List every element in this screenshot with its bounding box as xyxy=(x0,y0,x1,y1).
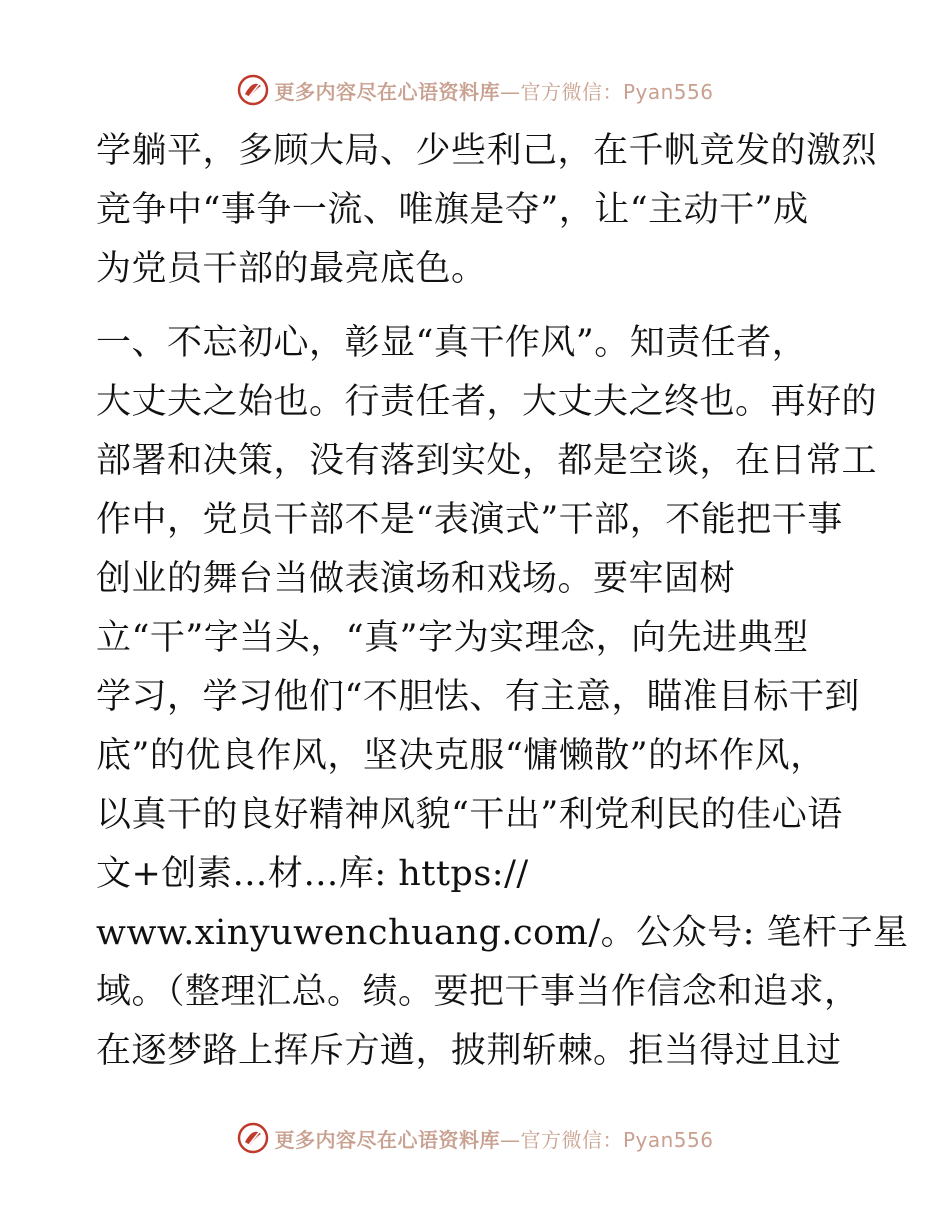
text-line: www.xinyuwenchuang.com/。公众号: 笔杆子星 xyxy=(96,913,909,953)
text-line: 底”的优良作风，坚决克服“慵懒散”的坏作风， xyxy=(96,736,826,776)
text-line: 竞争中“事争一流、唯旗是夺”，让“主动干”成 xyxy=(96,190,809,230)
paragraph-2 xyxy=(96,314,909,1081)
text-line: 在逐梦路上挥斥方遒，披荆斩棘。拒当得过且过 xyxy=(96,1031,842,1071)
text-line: 大丈夫之始也。行责任者，大丈夫之终也。再好的 xyxy=(96,382,878,422)
header-brand-text: 更多内容尽在心语资料库 xyxy=(274,79,500,104)
text-line: 部署和决策，没有落到实处，都是空谈，在日常工 xyxy=(96,441,878,481)
header-watermark xyxy=(0,70,950,110)
seal-logo-icon xyxy=(236,73,270,107)
footer-brand-text: 更多内容尽在心语资料库 xyxy=(274,1127,500,1152)
seal-logo-icon xyxy=(236,1121,270,1155)
text-line: 学习，学习他们“不胆怯、有主意，瞄准目标干到 xyxy=(96,677,860,717)
text-line: 作中，党员干部不是“表演式”干部，不能把干事 xyxy=(96,500,843,540)
text-line: 以真干的良好精神风貌“干出”利党利民的佳心语 xyxy=(96,795,843,835)
text-line: 创业的舞台当做表演场和戏场。要牢固树 xyxy=(96,559,736,599)
header-contact-text: —官方微信：Pyan556 xyxy=(499,79,714,104)
footer-watermark xyxy=(0,1118,950,1158)
paragraph-1 xyxy=(96,122,876,299)
text-line: 为党员干部的最亮底色。 xyxy=(96,249,487,289)
text-line: 立“干”字当头，“真”字为实理念，向先进典型 xyxy=(96,618,809,658)
text-line: 学躺平，多顾大局、少些利己，在千帆竞发的激烈 xyxy=(96,131,878,171)
text-line: 一、不忘初心，彰显“真干作风”。知责任者， xyxy=(96,323,808,363)
footer-contact-text: —官方微信：Pyan556 xyxy=(499,1127,714,1152)
text-line: 文+创素…材…库: https:// xyxy=(96,854,529,894)
document-body xyxy=(96,122,909,1081)
text-line: 域。（整理汇总。绩。要把干事当作信念和追求， xyxy=(96,972,860,1012)
